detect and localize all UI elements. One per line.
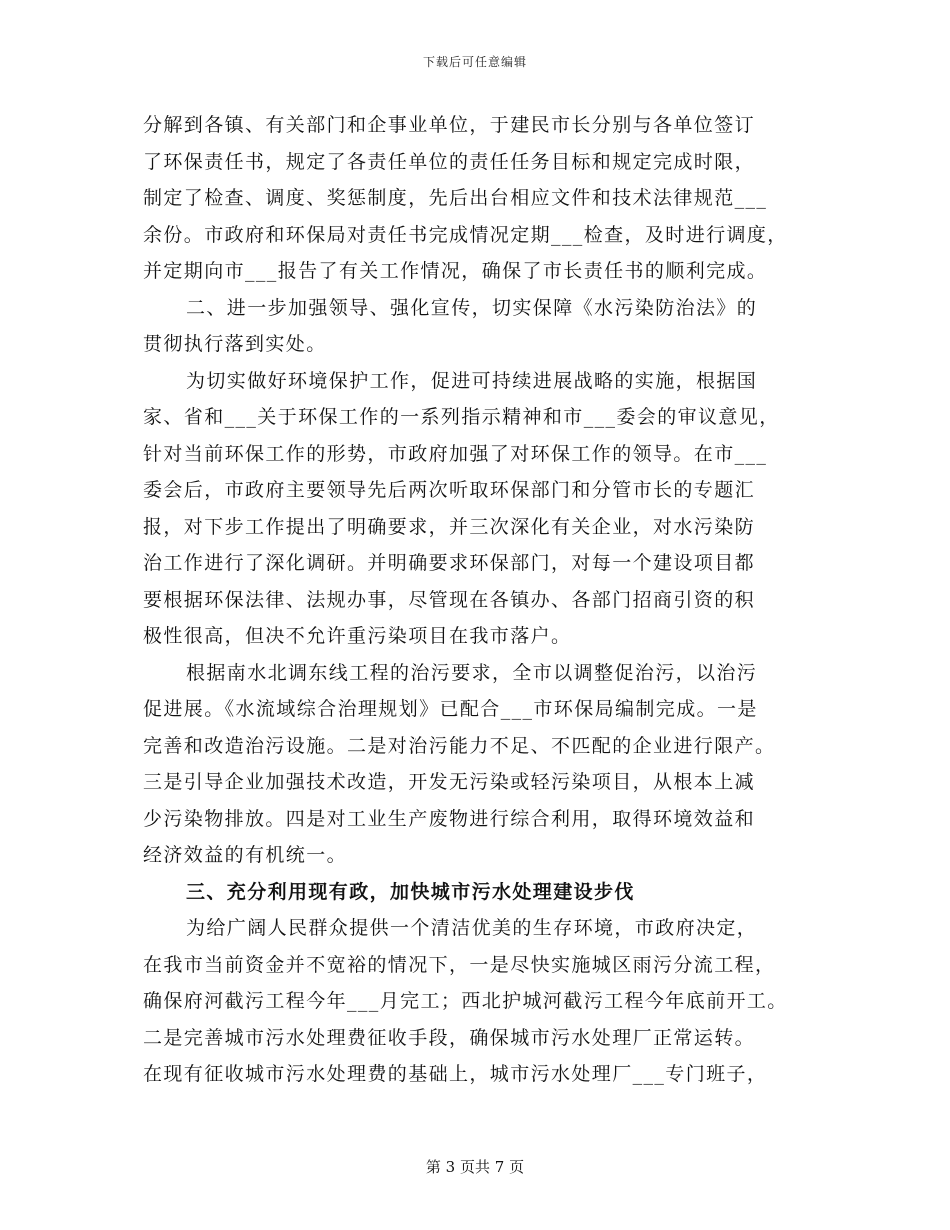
section-heading-bold: 三、充分利用现有政，加快城市污水处理建设步伐 — [186, 880, 635, 903]
text-line: 家、省和___关于环保工作的一系列指示精神和市___委会的审议意见， — [143, 406, 780, 428]
section-heading: 二、进一步加强领导、强化宣传，切实保障《水污染防治法》的 — [186, 296, 758, 319]
text-line: 分解到各镇、有关部门和企事业单位，于建民市长分别与各单位签订 — [143, 114, 756, 136]
text-line: 要根据环保法律、法规办事，尽管现在各镇办、各部门招商引资的积 — [143, 588, 756, 611]
paragraph-start: 为切实做好环境保护工作，促进可持续进展战略的实施，根据国 — [186, 369, 758, 392]
text-line: 极性很高，但决不允许重污染项目在我市落户。 — [143, 625, 572, 647]
paragraph-start: 根据南水北调东线工程的治污要求，全市以调整促治污，以治污 — [186, 661, 758, 684]
text-line: 确保府河截污工程今年___月完工；西北护城河截污工程今年底前开工。 — [143, 990, 788, 1012]
text-line: 经济效益的有机统一。 — [143, 844, 348, 866]
page-header: 下载后可任意编辑 — [422, 55, 527, 69]
text-line: 三是引导企业加强技术改造，开发无污染或轻污染项目，从根本上减 — [143, 771, 756, 793]
document-body — [143, 107, 823, 1093]
text-line: 了环保责任书，规定了各责任单位的责任任务目标和规定完成时限， — [143, 150, 756, 173]
text-line: 在现有征收城市污水处理费的基础上，城市污水处理厂___专门班子， — [143, 1063, 768, 1085]
text-line: 二是完善城市污水处理费征收手段，确保城市污水处理厂正常运转。 — [143, 1026, 756, 1049]
page-number: 第 3 页共 7 页 — [425, 1158, 525, 1176]
text-line: 并定期向市___报告了有关工作情况，确保了市长责任书的顺利完成。 — [143, 260, 768, 282]
paragraph-start: 为给广阔人民群众提供一个清洁优美的生存环境，市政府决定， — [186, 917, 758, 939]
text-line: 针对当前环保工作的形势，市政府加强了对环保工作的领导。在市___ — [143, 442, 768, 465]
text-line: 委会后，市政府主要领导先后两次听取环保部门和分管市长的专题汇 — [143, 479, 756, 501]
text-line: 在我市当前资金并不宽裕的情况下，一是尽快实施城区雨污分流工程， — [143, 953, 776, 976]
text-line: 报，对下步工作提出了明确要求，并三次深化有关企业，对水污染防 — [143, 515, 756, 538]
text-line: 余份。市政府和环保局对责任书完成情况定期___检查，及时进行调度， — [143, 223, 788, 246]
text-line: 少污染物排放。四是对工业生产废物进行综合利用，取得环境效益和 — [143, 807, 756, 830]
section-heading-cont: 贯彻执行落到实处。 — [143, 333, 327, 355]
text-line: 治工作进行了深化调研。并明确要求环保部门，对每一个建设项目都 — [143, 552, 756, 574]
text-line: 促进展。《水流域综合治理规划》已配合___市环保局编制完成。一是 — [143, 698, 758, 720]
text-line: 完善和改造治污设施。二是对治污能力不足、不匹配的企业进行限产。 — [143, 734, 776, 757]
text-line: 制定了检查、调度、奖惩制度，先后出台相应文件和技术法律规范___ — [143, 187, 768, 209]
